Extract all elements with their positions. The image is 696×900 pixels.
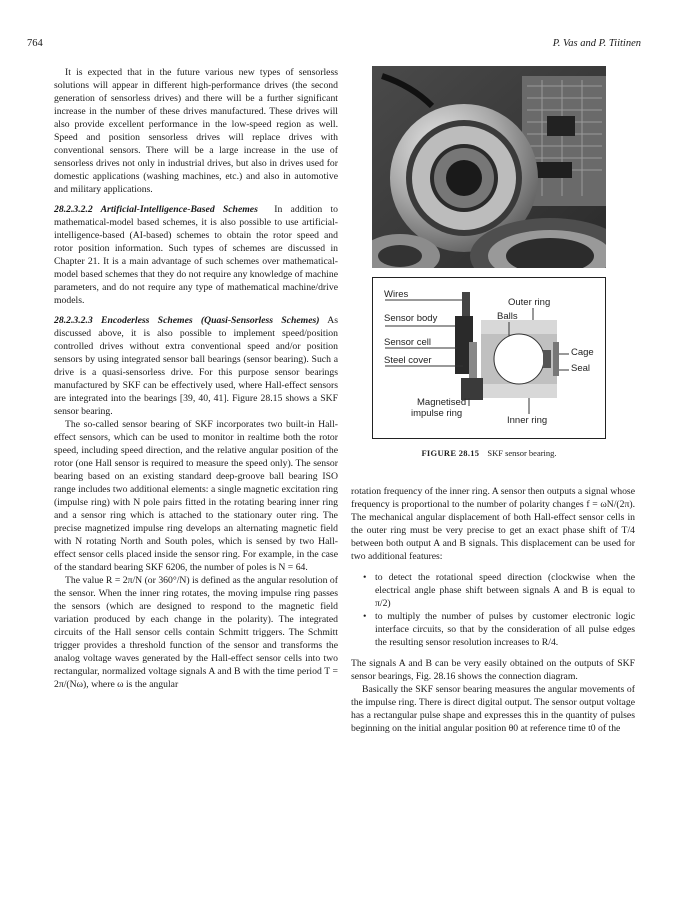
section-ai-based [54,203,338,307]
figure-caption-text: SKF sensor bearing. [487,448,557,458]
paragraph-rotation-frequency: rotation frequency of the inner ring. A sensor then outputs a signal whose frequency is proportional to the number of polarity changes f = ωN/(2π). The mechanical angular displacement of both Hall-effect sensor cells in the outer ring must be very precise to get an exact phase shift of T/4 between both output A and B signals. This displacement can be used for two additional features: [351,486,635,562]
bullet-icon: • [363,572,367,583]
list-item-text: to detect the rotational speed direction (clockwise when the electrical angle phase shift between signals A and B is equal to π/2) [375,572,635,609]
section-heading-ai-based: 28.2.3.2.2 Artificial-Intelligence-Based Schemes [54,204,258,215]
page-number: 764 [27,38,43,49]
label-balls: Balls [497,311,518,322]
section-heading-encoderless: 28.2.3.2.3 Encoderless Schemes (Quasi-Sensorless Schemes) [54,315,320,326]
paragraph-future-sensorless: It is expected that in the future various new types of sensorless solutions will appear in different high-performance drives (the second generation of sensorless drives) and there will be a further significant increase in the number of these drives manufactured. These drives will also provide excellent performance in the low-speed region as well. Speed and position sensorless drives will replace drives with conventional sensors. There will be a large increase in the use of sensorless drives not only in industrial drives, but also in drives used for domestic applications (washing machines, etc.) and also in automotive and military applications. [54,67,338,195]
label-wires: Wires [384,289,409,300]
label-cage: Cage [571,347,594,358]
paragraph-basically: Basically the SKF sensor bearing measures the angular movements of the impulse ring. There is direct digital output. The sensor output voltage has a rectangular pulse shape and expresses this in the quantity of pulses beginning on the initial angular position θ0 at reference time t0 of the [351,684,635,734]
section-encoderless [54,314,338,418]
figure-number: FIGURE 28.15 [421,448,480,458]
paragraph-signals-ab: The signals A and B can be very easily obtained on the outputs of SKF sensor bearings, Fig. 28.16 shows the connection diagram. [351,658,635,682]
label-impulse-ring: impulse ring [411,408,463,419]
label-sensor-cell: Sensor cell [384,337,431,348]
paragraph-angular-resolution: The value R = 2π/N (or 360°/N) is defined as the angular resolution of the sensor. When the inner ring rotates, the moving impulse ring passes the sensors (which are designed to respond to the magnetic field variation produced by each change in the polarity). The integrated circuits of the Hall sensor cells contain Schmitt triggers. The Schmitt trigger provides a threshold function of the sensor and transforms the analog voltage waves generated by the Hall-effect sensor cells into two rectangular, normalized voltage signals A and B with the time period T = 2π/(Nω), where ω is the angular [54,575,338,690]
label-steel-cover: Steel cover [384,355,432,366]
label-inner-ring: Inner ring [507,415,548,426]
sensor-bearing-cross-section [372,277,606,439]
list-item [351,571,635,610]
bullet-icon: • [363,611,367,622]
left-column [54,66,338,691]
right-column [351,485,635,735]
list-item-text: to multiply the number of pulses by customer electronic logic interface circuits, so that by the consideration of all pulse edges the resulting sensor resolution increases to R/4. [375,611,635,648]
label-sensor-body: Sensor body [384,313,438,324]
list-item [351,610,635,649]
sensor-bearing-photo [372,66,606,268]
label-outer-ring: Outer ring [508,297,551,308]
paragraph-sensor-bearing: The so-called sensor bearing of SKF incorporates two built-in Hall-effect sensors, which can be used to monitor in realtime both the rotor speed, including speed direction, and the relative angular position of the rotor (one Hall sensor is required to measure the speed only). The sensor bearing based on an existing standard deep-groove ball bearing ISO range includes two additional elements: a single magnetic excitation ring (impulse ring) with N pole pairs fitted in the rotating bearing inner ring and a sensor ring which is attached to the stationary outer ring. The precise magnetized impulse ring develops an alternating magnetic field with N rotating North and South poles, which is sensed by two Hall-effect sensor cells placed inside the sensor ring. For example, in the case of the standard bearing SKF 6206, the number of poles is N = 64. [54,419,338,573]
section-text-encoderless: As discussed above, it is also possible to implement speed/position controlled drives without extra conventional speed and/or position sensors by using integrated sensor ball bearings (sensor bearing). Such a drive is a quasi-sensorless drive. For this purpose sensor bearings manufactured by SKF can be effectively used, where Hall-effect sensors are integrated into the bearings [39, 40, 41]. Figure 28.15 shows a SKF sensor bearing. [54,315,338,417]
running-header-authors: P. Vas and P. Tiitinen [552,38,641,49]
label-magnetised: Magnetised [417,397,467,408]
label-seal: Seal [571,363,591,374]
figure-caption [372,448,606,458]
section-text-ai-based: In addition to mathematical-model based schemes, it is also possible to use artificial-intelligence-based (AI-based) schemes to obtain the rotor speed and rotor position information. Such types of schemes are discussed in Chapter 21. It is a main advantage of such schemes over mathematical-model based schemes that they do not require any knowledge of machine parameters, and do not require any type of mathematical machine/drive models. [54,204,338,306]
features-list [351,571,635,649]
